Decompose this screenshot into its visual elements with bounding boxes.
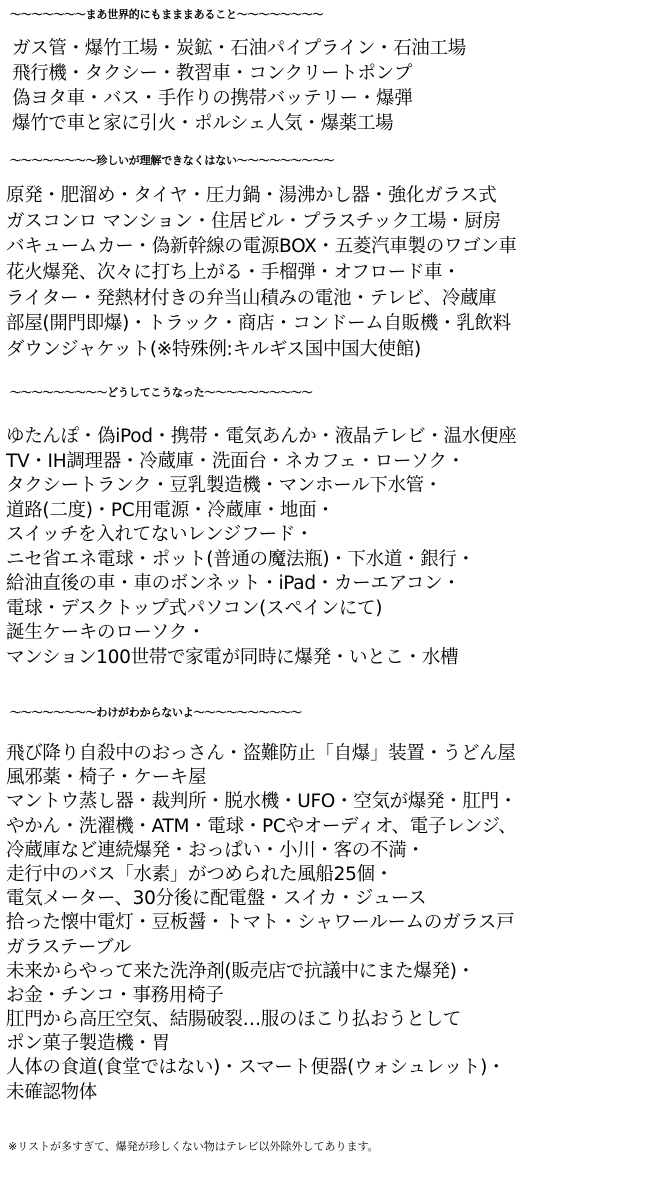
list-line: ゆたんぽ・偽iPod・携帯・電気あんか・液晶テレビ・温水便座 bbox=[6, 426, 517, 447]
list-line: 爆竹で車と家に引火・ポルシェ人気・爆薬工場 bbox=[12, 113, 394, 134]
list-line: 花火爆発、次々に打ち上がる・手榴弾・オフロード車・ bbox=[6, 262, 461, 284]
list-line: 未確認物体 bbox=[6, 1081, 98, 1103]
section-why-list bbox=[6, 425, 651, 670]
list-line: 走行中のバス「水素」がつめられた風船25個・ bbox=[6, 863, 393, 885]
list-line: ダウンジャケット(※特殊例:キルギス国中国大使館) bbox=[6, 339, 421, 361]
footnote: ※リストが多すぎて、爆発が珍しくない物はテレビ以外除外してあります。 bbox=[8, 1140, 379, 1153]
list-line: ポン菓子製造機・胃 bbox=[6, 1033, 170, 1055]
list-line: ガスコンロ マンション・住居ビル・プラスチック工場・厨房 bbox=[6, 210, 501, 232]
list-line: 冷蔵庫など連続爆発・おっぱい・小川・客の不満・ bbox=[6, 839, 425, 861]
list-line: タクシートランク・豆乳製造機・マンホール下水管・ bbox=[6, 475, 443, 496]
list-line: 電気メーター、30分後に配電盤・スイカ・ジュース bbox=[6, 888, 427, 910]
list-line: お金・チンコ・事務用椅子 bbox=[6, 984, 224, 1006]
list-line: 未来からやって来た洗浄剤(販売店で抗議中にまた爆発)・ bbox=[6, 960, 475, 982]
list-line: 偽ヨタ車・バス・手作りの携帯バッテリー・爆弾 bbox=[12, 88, 413, 109]
section-heading-common: 〜〜〜〜〜〜〜まあ世界的にもまままあること〜〜〜〜〜〜〜〜 bbox=[10, 8, 324, 21]
list-line: ガラステーブル bbox=[6, 936, 131, 958]
list-line: ニセ省エネ電球・ポット(普通の魔法瓶)・下水道・銀行・ bbox=[6, 548, 475, 570]
section-heading-incomprehensible: 〜〜〜〜〜〜〜〜わけがわからないよ〜〜〜〜〜〜〜〜〜〜 bbox=[10, 706, 302, 719]
list-line: スイッチを入れてないレンジフード・ bbox=[6, 524, 314, 545]
list-line: 部屋(開門即爆)・トラック・商店・コンドーム自販機・乳飲料 bbox=[6, 313, 511, 335]
section-heading-rare: 〜〜〜〜〜〜〜〜珍しいが理解できなくはない〜〜〜〜〜〜〜〜〜 bbox=[10, 154, 334, 167]
list-line: マンション100世帯で家電が同時に爆発・いとこ・水槽 bbox=[6, 646, 459, 668]
list-line: TV・IH調理器・冷蔵庫・洗面台・ネカフェ・ローソク・ bbox=[6, 450, 465, 472]
list-line: 誕生ケーキのローソク・ bbox=[6, 622, 206, 643]
list-line: ライター・発熱材付きの弁当山積みの電池・テレビ、冷蔵庫 bbox=[6, 287, 497, 309]
list-line: 飛び降り自殺中のおっさん・盗難防止「自爆」装置・うどん屋 bbox=[6, 743, 516, 764]
section-common-list bbox=[6, 36, 651, 136]
list-line: 人体の食道(食堂ではない)・スマート便器(ウォシュレット)・ bbox=[6, 1057, 506, 1079]
list-line: 原発・肥溜め・タイヤ・圧力鍋・湯沸かし器・強化ガラス式 bbox=[6, 185, 497, 206]
list-line: マントウ蒸し器・裁判所・脱水機・UFO・空気が爆発・肛門・ bbox=[6, 791, 518, 813]
list-line: バキュームカー・偽新幹線の電源BOX・五菱汽車製のワゴン車 bbox=[6, 236, 517, 258]
list-line: 電球・デスクトップ式パソコン(スペインにて) bbox=[6, 597, 383, 619]
list-line: 肛門から高圧空気、結腸破裂…服のほこり払おうとして bbox=[6, 1009, 462, 1031]
section-incomprehensible-list bbox=[6, 742, 651, 1105]
section-heading-why: 〜〜〜〜〜〜〜〜〜どうしてこうなった〜〜〜〜〜〜〜〜〜〜 bbox=[10, 386, 313, 399]
list-line: 風邪薬・椅子・ケーキ屋 bbox=[6, 767, 207, 789]
list-line: 道路(二度)・PC用電源・冷蔵庫・地面・ bbox=[6, 499, 335, 521]
list-line: 飛行機・タクシー・教習車・コンクリートポンプ bbox=[12, 63, 413, 84]
list-line: ガス管・爆竹工場・炭鉱・石油パイプライン・石油工場 bbox=[12, 38, 466, 59]
list-line: 拾った懐中電灯・豆板醤・トマト・シャワールームのガラス戸 bbox=[6, 912, 515, 934]
list-line: 給油直後の車・車のボンネット・iPad・カーエアコン・ bbox=[6, 573, 461, 594]
section-rare-list bbox=[6, 183, 651, 363]
list-line: やかん・洗濯機・ATM・電球・PCやオーディオ、電子レンジ、 bbox=[6, 815, 517, 837]
